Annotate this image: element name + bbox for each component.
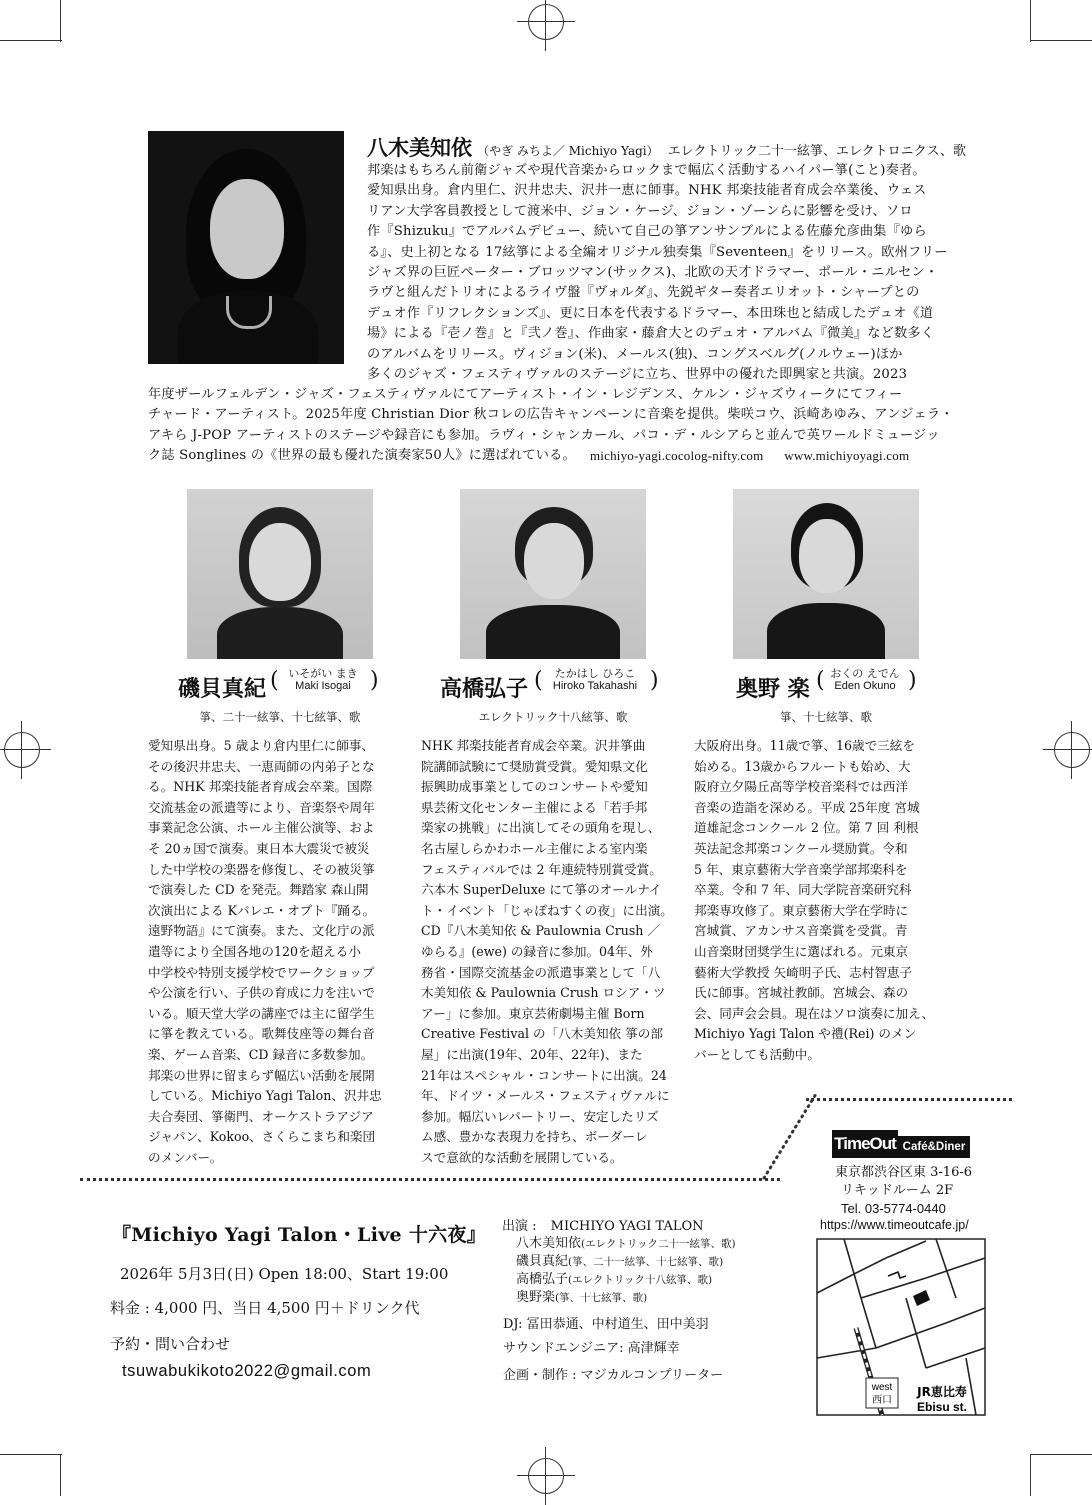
bio-line: CD『八木美知依 & Paulownia Crush ／	[421, 923, 661, 939]
crop-mark	[60, 1454, 61, 1496]
member-roman: Hiroko Takahashi	[552, 680, 638, 692]
crop-mark	[1030, 0, 1031, 42]
registration-mark-icon	[1054, 732, 1090, 768]
bio-line: 楽、ゲーム音楽、CD 録音に多数参加。	[148, 1046, 374, 1062]
member-photo-isogai	[187, 489, 373, 659]
main-artist-bio	[367, 161, 948, 385]
bio-line: に箏を教えている。歌舞伎座等の舞台音	[148, 1026, 375, 1042]
bio-line: 邦楽の世界に留まらず幅広い活動を展開	[148, 1067, 375, 1083]
member-bio-okuno	[694, 736, 956, 1066]
bio-line: 振興助成事業としてのコンサートや愛知	[421, 779, 648, 795]
bio-line: 始める。13歳からフルートも始め、大	[694, 758, 911, 774]
member-name: 磯貝真紀	[178, 676, 267, 702]
bio-line: アー」に参加。東京芸術劇場主催 Born	[421, 1005, 645, 1021]
bio-line: 木美知依 & Paulownia Crush ロシア・ツ	[421, 985, 666, 1001]
bio-line: 屋」に出演(19年、20年、22年)、また	[421, 1046, 643, 1062]
bio-line: 愛知県出身。5 歳より倉内里仁に師事、	[148, 738, 375, 753]
bio-line: した中学校の楽器を修復し、その被災箏	[148, 861, 375, 877]
crop-mark	[1030, 1454, 1092, 1455]
member-roman: Maki Isogai	[295, 680, 351, 692]
bio-line: ク誌 Songlines の《世界の最も優れた演奏家50人》に選ばれている。	[148, 448, 576, 464]
bio-line: 次演出による Kバレエ・オプト『踊る。	[148, 902, 376, 918]
bio-line: いる。順天堂大学の講座では主に留学生	[148, 1005, 375, 1021]
bio-line: 21年はスペシャル・コンサートに出演。24	[421, 1067, 667, 1083]
bio-line: 楽家の挑戦」に出演してその頭角を現し、	[421, 820, 661, 836]
venue-tel: Tel. 03-5774-0440	[841, 1201, 946, 1216]
performer-row	[516, 1253, 822, 1271]
map-station-en: Ebisu st.	[916, 1400, 968, 1414]
main-artist-reading: （やぎ みちよ／ Michiyo Yagi）	[477, 144, 659, 158]
bio-line: のメンバー。	[148, 1149, 223, 1165]
bio-line: 愛知県出身。倉内里仁、沢井忠夫、沢井一恵に師事。NHK 邦楽技能者育成会卒業後、ウェス	[367, 183, 927, 199]
bio-line: 年度ザールフェルデン・ジャズ・フェスティヴァルにてアーティスト・イン・レジデンス、ケルン・ジャズウィークにてフィー	[148, 387, 903, 402]
member-roman: Eden Okuno	[834, 680, 896, 692]
bio-line: 卒業。令和 7 年、同大学院音楽研究科	[694, 882, 912, 898]
performer-name: 八木美知依	[516, 1236, 582, 1251]
bio-line: 交流基金の派遣等により、音楽祭や周年	[148, 799, 375, 815]
member-name: 高橋弘子	[440, 676, 529, 702]
bio-line: リアン大学客員教授として渡米中、ジョン・ケージ、ジョン・ゾーンらに影響を受け、ソロ	[367, 203, 913, 219]
bio-line: 事業記念公演、ホール主催公演等、およ	[148, 820, 375, 836]
event-email[interactable]: tsuwabukikoto2022@gmail.com	[122, 1362, 372, 1380]
bio-line: 山音楽財団奨学生に選ばれる。元東京	[694, 943, 909, 959]
event-price: 料金 : 4,000 円、当日 4,500 円＋ドリンク代	[110, 1299, 420, 1317]
bio-line: 中学校や特別支援学校でワークショップ	[148, 964, 375, 980]
bio-line: 遣等により全国各地の120を超える小	[148, 943, 361, 959]
crop-mark	[60, 0, 61, 42]
bio-line: 参加。幅広いレパートリー、安定したリズ	[421, 1108, 659, 1124]
bio-line: デュオ作『リフレクションズ』、更に日本を代表するドラマー、本田珠也と結成したデュオ《道	[367, 305, 934, 321]
bio-line: 県芸術文化センター主催による「若手邦	[421, 799, 648, 815]
crop-mark	[1030, 1454, 1031, 1496]
bio-line: スで意欲的な活動を展開している。	[421, 1149, 623, 1165]
bio-line: している。Michiyo Yagi Talon、沢井忠	[148, 1088, 382, 1104]
bio-line: チャード・アーティスト。2025年度 Christian Dior 秋コレの広告キャンペーンに音楽を提供。柴咲コウ、浜崎あゆみ、アンジェラ・	[148, 407, 954, 423]
member-roles-isogai: 箏、二十一絃箏、十七絃箏、歌	[199, 710, 361, 724]
performer-name: 高橋弘子	[516, 1272, 569, 1287]
event-title: 『Michiyo Yagi Talon・Live 十六夜』	[112, 1224, 487, 1246]
dotted-divider-top	[806, 1098, 1012, 1101]
bio-line: そ 20ヵ国で演奏。東日本大震災で被災	[148, 840, 370, 856]
bio-line: 宮城賞、アカンサス音楽賞を受賞。青	[694, 923, 908, 939]
member-kana: たかはし ひろこ	[554, 667, 636, 680]
main-artist-links	[590, 446, 909, 466]
performer-row	[516, 1289, 822, 1307]
bio-line: 邦楽はもちろん前衛ジャズや現代音楽からロックまで幅広く活動するハイパー箏(こと)奏者。	[367, 163, 926, 178]
member-bio-isogai	[148, 736, 410, 1168]
bio-line: NHK 邦楽技能者育成会卒業。沢井箏曲	[421, 738, 646, 753]
bio-line: 道雄記念コンクール 2 位。第 7 回 利根	[694, 820, 919, 836]
bio-line: ゆらる』(ewe) の録音に参加。04年、外	[421, 943, 653, 959]
performer-role: (箏、十七絃箏、歌)	[555, 1292, 648, 1304]
bio-line: ジャパン、Kokoo、さくらこまち和楽団	[148, 1129, 376, 1145]
member-name: 奥野 楽	[736, 676, 810, 702]
bio-line: 多くのジャズ・フェスティヴァルのステージに立ち、世界中の優れた即興家と共演。2023	[367, 367, 908, 383]
bio-line: や公演を行い、子供の育成に力を注いで	[148, 985, 375, 1001]
bio-line: 邦楽専攻修了。東京藝術大学在学時に	[694, 902, 909, 918]
member-roles-okuno: 箏、十七絃箏、歌	[780, 710, 872, 724]
bio-line: その後沢井忠夫、一恵両師の内弟子とな	[148, 758, 375, 774]
member-header-isogai: 磯貝真紀 いそがい まき Maki Isogai ( )	[178, 667, 379, 702]
credits-producer: 企画・制作 : マジカルコンプリーター	[503, 1368, 724, 1383]
bio-line: 院講師試験にて奨励賞受賞。愛知県文化	[421, 758, 648, 774]
crop-mark	[1030, 40, 1092, 41]
performer-row	[516, 1235, 822, 1253]
bio-line: アキら J-POP アーティストのステージや録音にも参加。ラヴィ・シャンカール、パコ・デ・ルシアらと並んで英ワールドミュージッ	[148, 427, 940, 443]
member-bio-takahashi	[421, 736, 683, 1168]
bio-line: 名古屋しらかわホール主催による室内楽	[421, 840, 648, 856]
main-artist-name: 八木美知依	[367, 135, 472, 160]
bio-line: 会、同声会会員。現在はソロ演奏に加え、	[694, 1005, 935, 1021]
event-contact-label: 予約・問い合わせ	[110, 1335, 231, 1353]
performer-role: (エレクトリック二十一絃箏、歌)	[581, 1238, 736, 1250]
member-header-takahashi: 高橋弘子 たかはし ひろこ Hiroko Takahashi ( )	[440, 667, 659, 702]
bio-line: 六本木 SuperDeluxe にて箏のオールナイ	[421, 882, 662, 898]
bio-line: で演奏した CD を発売。舞踏家 森山開	[148, 882, 369, 898]
bio-line: Creative Festival の「八木美知依 箏の部	[421, 1026, 663, 1042]
main-artist-header	[367, 132, 967, 162]
member-kana: いそがい まき	[288, 667, 358, 680]
main-artist-roles: エレクトリック二十一絃箏、エレクトロニクス、歌	[667, 144, 966, 159]
bio-line: ラヴと組んだトリオによるライヴ盤『ヴォルダ』、先鋭ギター奏者エリオット・シャープとの	[367, 285, 920, 301]
venue-building: リキッドルーム 2F	[841, 1183, 954, 1198]
credits-engineer: サウンドエンジニア: 高津輝幸	[503, 1341, 680, 1356]
bio-line: 作『Shizuku』でアルバムデビュー、続いて自己の箏アンサンブルによる佐藤允彦曲集『ゆら	[367, 224, 927, 240]
bio-line: 遠野物語』にて演奏。また、文化庁の派	[148, 923, 375, 939]
bio-line: 藝術大学教授 矢崎明子氏、志村智恵子	[694, 964, 913, 980]
crop-mark	[0, 40, 62, 41]
venue-logo: TimeOut Café&Diner	[832, 1130, 972, 1158]
bio-line: 務省・国際交流基金の派遣事業として「八	[421, 964, 661, 980]
bio-line: 5 年、東京藝術大学音楽学部邦楽科を	[694, 861, 908, 877]
dotted-divider	[80, 1178, 780, 1181]
bio-line: 氏に師事。宮城社教師。宮城会、森の	[694, 985, 909, 1001]
performer-row	[516, 1271, 822, 1289]
bio-line: 大阪府出身。11歳で箏、16歳で三絃を	[694, 738, 915, 753]
dotted-divider-diagonal	[760, 1090, 820, 1182]
member-kana: おくの えでん	[830, 667, 900, 680]
performer-name: 奥野楽	[516, 1290, 556, 1305]
venue-map	[816, 1238, 986, 1416]
map-exit-jp: 西口	[872, 1395, 892, 1406]
bio-line: のアルバムをリリース。ヴィジョン(米)、メールス(独)、コングスベルグ(ノルウェー)ほか	[367, 346, 903, 362]
credits-performers-label: 出演 :	[502, 1219, 537, 1234]
bio-line: 夫合奏団、箏衛門、オーケストラアジア	[148, 1108, 374, 1124]
bio-line: 阪府立夕陽丘高等学校音楽科では西洋	[694, 779, 909, 795]
crop-mark	[0, 1454, 62, 1455]
bio-line: Michiyo Yagi Talon や禮(Rei) のメン	[694, 1026, 917, 1042]
bio-line: 場》による『壱ノ巻』と『弐ノ巻』、作曲家・藤倉大とのデュオ・アルバム『微美』など数多く	[367, 326, 935, 342]
bio-line: 英法記念邦楽コンクール奨励賞。令和	[694, 840, 908, 856]
credits-dj: DJ: 冨田恭通、中村道生、田中美羽	[503, 1317, 709, 1332]
performer-role: (エレクトリック十八絃箏、歌)	[568, 1274, 713, 1286]
member-photo-okuno	[733, 489, 919, 659]
map-exit-en: west	[871, 1382, 893, 1393]
performer-role: (箏、二十一絃箏、十七絃箏、歌)	[568, 1256, 724, 1268]
main-artist-url-1[interactable]: michiyo-yagi.cocolog-nifty.com	[590, 448, 764, 463]
bio-line: ト・イベント「じゃぽねすくの夜」に出演。	[421, 902, 673, 918]
member-header-okuno: 奥野 楽 おくの えでん Eden Okuno ( )	[736, 667, 917, 702]
member-photo-takahashi	[460, 489, 646, 659]
bio-line: 年、ドイツ・メールス・フェスティヴァルに	[421, 1088, 670, 1104]
credits-band: MICHIYO YAGI TALON	[550, 1219, 704, 1234]
registration-mark-icon	[528, 1458, 564, 1494]
bio-line: 音楽の造詣を深める。平成 25年度 宮城	[694, 799, 920, 815]
main-artist-url-2[interactable]: www.michiyoyagi.com	[784, 448, 910, 463]
event-datetime: 2026年 5月3日(日) Open 18:00、Start 19:00	[120, 1265, 449, 1283]
map-station-jp: JR恵比寿	[917, 1385, 967, 1399]
registration-mark-icon	[528, 4, 564, 40]
bio-line: る』、史上初となる 17絃箏による全編オリジナル独奏集『Seventeen』をリリース。欧州フリー	[367, 244, 948, 260]
credits	[502, 1218, 822, 1307]
bio-line: ム感、豊かな表現力を持ち、ボーダーレ	[421, 1129, 648, 1145]
venue-url[interactable]: https://www.timeoutcafe.jp/	[820, 1218, 969, 1232]
bio-line: バーとしても活動中。	[694, 1046, 820, 1062]
venue-address-line: 東京都渋谷区東 3-16-6	[835, 1165, 973, 1180]
bio-line: フェスティバルでは 2 年連続特別賞受賞。	[421, 861, 662, 877]
main-artist-photo	[148, 131, 344, 364]
credits-performer-list	[516, 1235, 822, 1307]
member-roles-takahashi: エレクトリック十八絃箏、歌	[478, 710, 628, 724]
bio-line: ジャズ界の巨匠ペーター・ブロッツマン(サックス)、北欧の天才ドラマー、ポール・ニルセン・	[367, 265, 939, 281]
registration-mark-icon	[4, 732, 40, 768]
bio-line: る。NHK 邦楽技能者育成会卒業。国際	[148, 779, 373, 795]
venue-address	[835, 1164, 972, 1218]
performer-name: 磯貝真紀	[516, 1254, 569, 1269]
